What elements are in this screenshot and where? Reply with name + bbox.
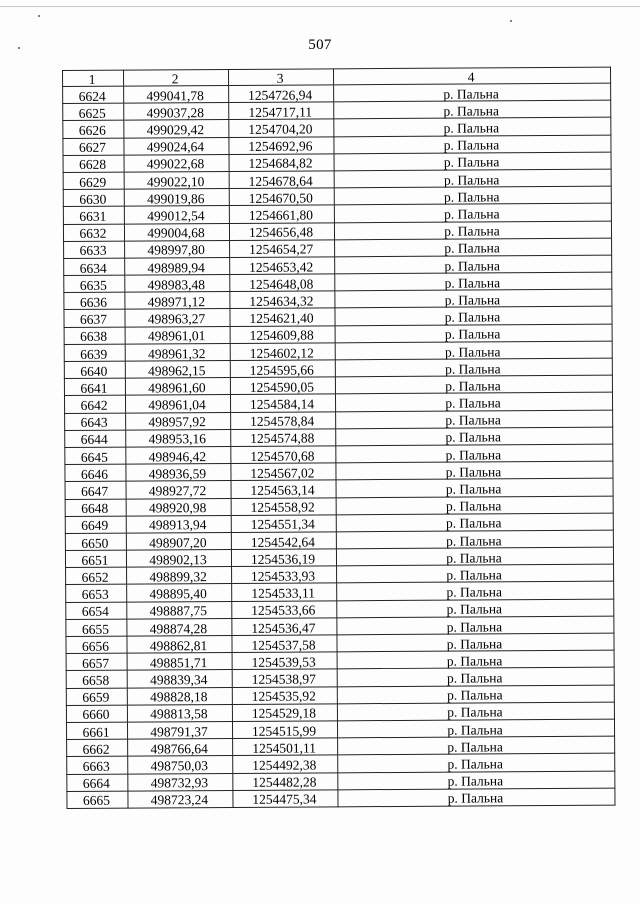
point-number-cell: 6629 bbox=[63, 172, 124, 190]
point-number-cell: 6626 bbox=[63, 120, 124, 138]
y-coordinate-cell: 1254533,11 bbox=[232, 583, 337, 601]
description-cell: р. Пальна bbox=[337, 599, 614, 618]
point-number-cell: 6656 bbox=[66, 636, 127, 654]
page-number: 507 bbox=[308, 37, 332, 53]
x-coordinate-cell: 498936,59 bbox=[126, 464, 231, 482]
x-coordinate-cell: 498961,01 bbox=[125, 326, 230, 344]
point-number-cell: 6637 bbox=[64, 310, 125, 328]
point-number-cell: 6652 bbox=[66, 567, 127, 585]
x-coordinate-cell: 499037,28 bbox=[124, 103, 229, 121]
y-coordinate-cell: 1254602,12 bbox=[230, 343, 335, 361]
y-coordinate-cell: 1254584,14 bbox=[230, 394, 335, 412]
y-coordinate-cell: 1254529,18 bbox=[232, 704, 337, 722]
point-number-cell: 6647 bbox=[65, 481, 126, 499]
point-number-cell: 6627 bbox=[63, 138, 124, 156]
scan-edge-line bbox=[0, 6, 640, 7]
y-coordinate-cell: 1254654,27 bbox=[230, 240, 335, 258]
x-coordinate-cell: 498961,60 bbox=[125, 378, 230, 396]
y-coordinate-cell: 1254475,34 bbox=[233, 790, 338, 808]
x-coordinate-cell: 499024,64 bbox=[124, 137, 229, 155]
y-coordinate-cell: 1254656,48 bbox=[229, 222, 334, 240]
y-coordinate-cell: 1254574,88 bbox=[231, 429, 336, 447]
x-coordinate-cell: 498957,92 bbox=[126, 412, 231, 430]
point-number-cell: 6628 bbox=[63, 155, 124, 173]
x-coordinate-cell: 499022,68 bbox=[124, 154, 229, 172]
point-number-cell: 6645 bbox=[65, 447, 126, 465]
y-coordinate-cell: 1254634,32 bbox=[230, 291, 335, 309]
y-coordinate-cell: 1254567,02 bbox=[231, 463, 336, 481]
y-coordinate-cell: 1254563,14 bbox=[231, 480, 336, 498]
x-coordinate-cell: 498791,37 bbox=[127, 721, 232, 739]
description-cell: р. Пальна bbox=[335, 272, 612, 291]
description-cell: р. Пальна bbox=[334, 169, 611, 188]
description-cell: р. Пальна bbox=[337, 633, 614, 652]
x-coordinate-cell: 499019,86 bbox=[124, 189, 229, 207]
description-cell: р. Пальна bbox=[335, 324, 612, 343]
description-cell: р. Пальна bbox=[336, 547, 613, 566]
description-cell: р. Пальна bbox=[334, 100, 611, 119]
y-coordinate-cell: 1254536,19 bbox=[231, 549, 336, 567]
y-coordinate-cell: 1254590,05 bbox=[230, 377, 335, 395]
point-number-cell: 6633 bbox=[64, 241, 125, 259]
description-cell: р. Пальна bbox=[335, 358, 612, 377]
point-number-cell: 6632 bbox=[63, 224, 124, 242]
column-header-4: 4 bbox=[333, 67, 610, 85]
y-coordinate-cell: 1254570,68 bbox=[231, 446, 336, 464]
description-cell: р. Пальна bbox=[335, 375, 612, 394]
scan-speck bbox=[38, 15, 40, 17]
x-coordinate-cell: 498961,32 bbox=[125, 343, 230, 361]
point-number-cell: 6654 bbox=[66, 602, 127, 620]
x-coordinate-cell: 498927,72 bbox=[126, 481, 231, 499]
column-header-3: 3 bbox=[228, 69, 333, 86]
description-cell: р. Пальна bbox=[334, 118, 611, 137]
y-coordinate-cell: 1254704,20 bbox=[229, 119, 334, 137]
x-coordinate-cell: 498997,80 bbox=[125, 240, 230, 258]
description-cell: р. Пальна bbox=[334, 186, 611, 205]
description-cell: р. Пальна bbox=[336, 444, 613, 463]
x-coordinate-cell: 498920,98 bbox=[126, 498, 231, 516]
x-coordinate-cell: 498862,81 bbox=[127, 635, 232, 653]
x-coordinate-cell: 498828,18 bbox=[127, 687, 232, 705]
x-coordinate-cell: 499004,68 bbox=[124, 223, 229, 241]
description-cell: р. Пальна bbox=[337, 668, 614, 687]
y-coordinate-cell: 1254501,11 bbox=[233, 738, 338, 756]
description-cell: р. Пальна bbox=[336, 513, 613, 532]
point-number-cell: 6660 bbox=[66, 705, 127, 723]
x-coordinate-cell: 499012,54 bbox=[124, 206, 229, 224]
y-coordinate-cell: 1254648,08 bbox=[230, 274, 335, 292]
x-coordinate-cell: 498989,94 bbox=[125, 257, 230, 275]
description-cell: р. Пальна bbox=[336, 427, 613, 446]
point-number-cell: 6665 bbox=[67, 791, 128, 809]
y-coordinate-cell: 1254558,92 bbox=[231, 497, 336, 515]
description-cell: р. Пальна bbox=[334, 203, 611, 222]
description-cell: р. Пальна bbox=[337, 582, 614, 601]
description-cell: р. Пальна bbox=[337, 564, 614, 583]
point-number-cell: 6659 bbox=[66, 688, 127, 706]
column-header-2: 2 bbox=[124, 69, 229, 86]
description-cell: р. Пальна bbox=[336, 530, 613, 549]
point-number-cell: 6650 bbox=[65, 533, 126, 551]
description-cell: р. Пальна bbox=[338, 771, 615, 790]
point-number-cell: 6649 bbox=[65, 516, 126, 534]
y-coordinate-cell: 1254653,42 bbox=[230, 257, 335, 275]
point-number-cell: 6643 bbox=[65, 413, 126, 431]
description-cell: р. Пальна bbox=[337, 702, 614, 721]
x-coordinate-cell: 498813,58 bbox=[127, 704, 232, 722]
point-number-cell: 6638 bbox=[64, 327, 125, 345]
y-coordinate-cell: 1254542,64 bbox=[231, 532, 336, 550]
x-coordinate-cell: 498750,03 bbox=[128, 756, 233, 774]
description-cell: р. Пальна bbox=[336, 410, 613, 429]
x-coordinate-cell: 499022,10 bbox=[124, 171, 229, 189]
point-number-cell: 6644 bbox=[65, 430, 126, 448]
point-number-cell: 6636 bbox=[64, 292, 125, 310]
point-number-cell: 6639 bbox=[64, 344, 125, 362]
y-coordinate-cell: 1254661,80 bbox=[229, 205, 334, 223]
x-coordinate-cell: 498874,28 bbox=[127, 618, 232, 636]
description-cell: р. Пальна bbox=[338, 788, 615, 807]
y-coordinate-cell: 1254578,84 bbox=[231, 411, 336, 429]
y-coordinate-cell: 1254536,47 bbox=[232, 618, 337, 636]
point-number-cell: 6661 bbox=[66, 722, 127, 740]
coordinates-table bbox=[62, 67, 616, 809]
point-number-cell: 6642 bbox=[64, 395, 125, 413]
point-number-cell: 6640 bbox=[64, 361, 125, 379]
y-coordinate-cell: 1254726,94 bbox=[229, 85, 334, 103]
description-cell: р. Пальна bbox=[334, 135, 611, 154]
point-number-cell: 6655 bbox=[66, 619, 127, 637]
y-coordinate-cell: 1254482,28 bbox=[233, 772, 338, 790]
y-coordinate-cell: 1254621,40 bbox=[230, 308, 335, 326]
y-coordinate-cell: 1254670,50 bbox=[229, 188, 334, 206]
description-cell: р. Пальна bbox=[335, 238, 612, 257]
point-number-cell: 6663 bbox=[67, 756, 128, 774]
x-coordinate-cell: 498851,71 bbox=[127, 653, 232, 671]
point-number-cell: 6631 bbox=[63, 206, 124, 224]
x-coordinate-cell: 498971,12 bbox=[125, 292, 230, 310]
description-cell: р. Пальна bbox=[337, 719, 614, 738]
point-number-cell: 6651 bbox=[65, 550, 126, 568]
x-coordinate-cell: 498963,27 bbox=[125, 309, 230, 327]
table-row bbox=[67, 788, 615, 809]
x-coordinate-cell: 498907,20 bbox=[126, 532, 231, 550]
x-coordinate-cell: 498899,32 bbox=[127, 567, 232, 585]
description-cell: р. Пальна bbox=[336, 496, 613, 515]
x-coordinate-cell: 499029,42 bbox=[124, 120, 229, 138]
point-number-cell: 6648 bbox=[65, 499, 126, 517]
point-number-cell: 6657 bbox=[66, 653, 127, 671]
description-cell: р. Пальна bbox=[335, 341, 612, 360]
y-coordinate-cell: 1254717,11 bbox=[229, 102, 334, 120]
description-cell: р. Пальна bbox=[338, 736, 615, 755]
point-number-cell: 6658 bbox=[66, 670, 127, 688]
point-number-cell: 6664 bbox=[67, 774, 128, 792]
y-coordinate-cell: 1254515,99 bbox=[232, 721, 337, 739]
description-cell: р. Пальна bbox=[335, 289, 612, 308]
y-coordinate-cell: 1254609,88 bbox=[230, 325, 335, 343]
x-coordinate-cell: 498961,04 bbox=[125, 395, 230, 413]
table-body bbox=[63, 83, 615, 808]
x-coordinate-cell: 498902,13 bbox=[126, 550, 231, 568]
y-coordinate-cell: 1254551,34 bbox=[231, 515, 336, 533]
point-number-cell: 6641 bbox=[64, 378, 125, 396]
point-number-cell: 6630 bbox=[63, 189, 124, 207]
y-coordinate-cell: 1254535,92 bbox=[232, 686, 337, 704]
x-coordinate-cell: 498946,42 bbox=[126, 446, 231, 464]
x-coordinate-cell: 498983,48 bbox=[125, 275, 230, 293]
description-cell: р. Пальна bbox=[337, 616, 614, 635]
x-coordinate-cell: 498913,94 bbox=[126, 515, 231, 533]
x-coordinate-cell: 498839,34 bbox=[127, 670, 232, 688]
description-cell: р. Пальна bbox=[334, 83, 611, 102]
point-number-cell: 6624 bbox=[63, 86, 124, 104]
x-coordinate-cell: 498887,75 bbox=[127, 601, 232, 619]
y-coordinate-cell: 1254678,64 bbox=[229, 171, 334, 189]
x-coordinate-cell: 498732,93 bbox=[128, 773, 233, 791]
x-coordinate-cell: 498953,16 bbox=[126, 429, 231, 447]
y-coordinate-cell: 1254533,93 bbox=[232, 566, 337, 584]
y-coordinate-cell: 1254595,66 bbox=[230, 360, 335, 378]
x-coordinate-cell: 498895,40 bbox=[127, 584, 232, 602]
description-cell: р. Пальна bbox=[338, 753, 615, 772]
x-coordinate-cell: 498766,64 bbox=[128, 739, 233, 757]
y-coordinate-cell: 1254492,38 bbox=[233, 755, 338, 773]
scan-speck bbox=[510, 20, 512, 22]
y-coordinate-cell: 1254537,58 bbox=[232, 635, 337, 653]
description-cell: р. Пальна bbox=[335, 255, 612, 274]
x-coordinate-cell: 498723,24 bbox=[128, 790, 233, 808]
point-number-cell: 6625 bbox=[63, 103, 124, 121]
point-number-cell: 6653 bbox=[66, 585, 127, 603]
y-coordinate-cell: 1254692,96 bbox=[229, 136, 334, 154]
description-cell: р. Пальна bbox=[337, 685, 614, 704]
column-header-1: 1 bbox=[63, 70, 124, 86]
description-cell: р. Пальна bbox=[336, 461, 613, 480]
x-coordinate-cell: 499041,78 bbox=[124, 85, 229, 103]
y-coordinate-cell: 1254684,82 bbox=[229, 154, 334, 172]
point-number-cell: 6634 bbox=[64, 258, 125, 276]
point-number-cell: 6646 bbox=[65, 464, 126, 482]
description-cell: р. Пальна bbox=[334, 221, 611, 240]
description-cell: р. Пальна bbox=[335, 393, 612, 412]
y-coordinate-cell: 1254533,66 bbox=[232, 600, 337, 618]
y-coordinate-cell: 1254539,53 bbox=[232, 652, 337, 670]
description-cell: р. Пальна bbox=[334, 152, 611, 171]
y-coordinate-cell: 1254538,97 bbox=[232, 669, 337, 687]
x-coordinate-cell: 498962,15 bbox=[125, 360, 230, 378]
description-cell: р. Пальна bbox=[335, 307, 612, 326]
point-number-cell: 6635 bbox=[64, 275, 125, 293]
description-cell: р. Пальна bbox=[336, 478, 613, 497]
description-cell: р. Пальна bbox=[337, 650, 614, 669]
point-number-cell: 6662 bbox=[67, 739, 128, 757]
